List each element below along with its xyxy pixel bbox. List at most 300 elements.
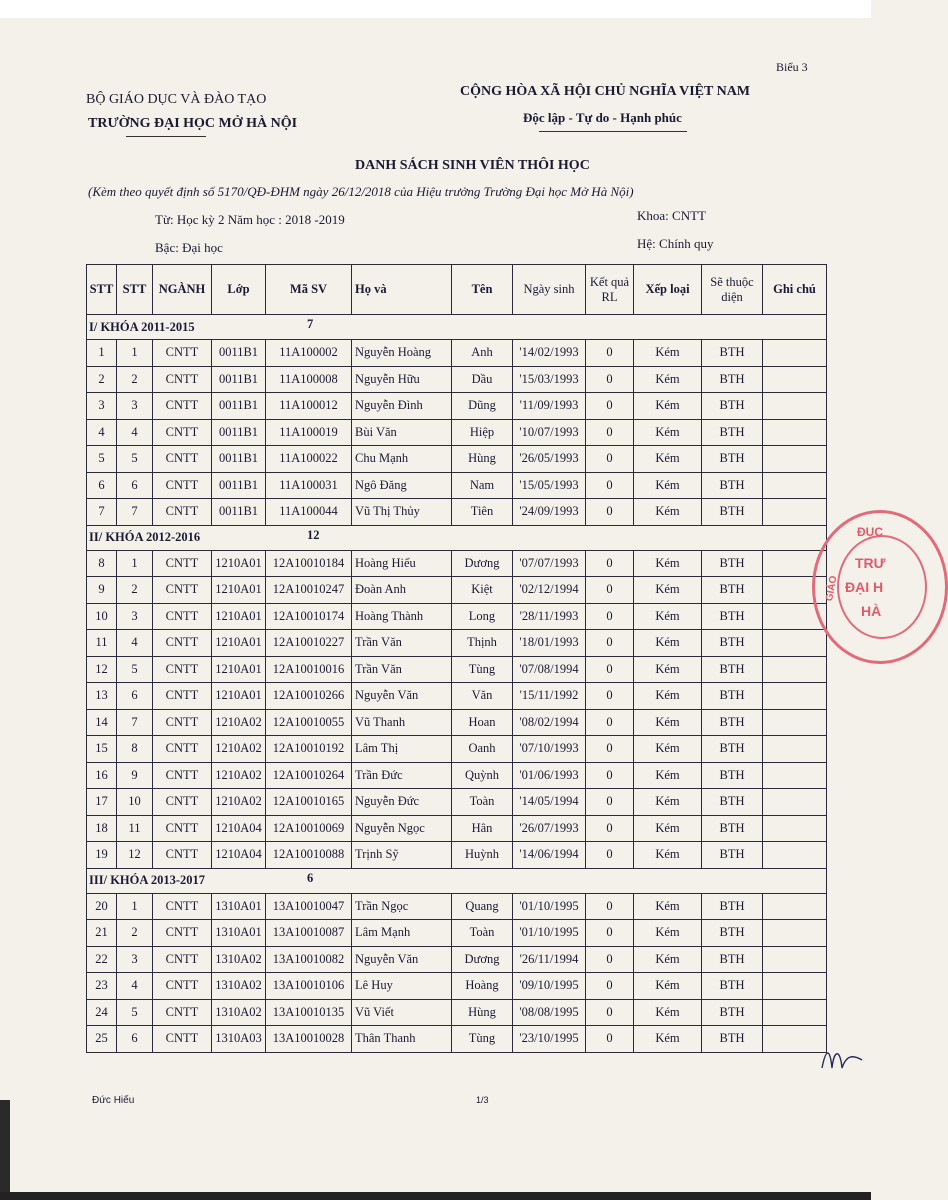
given-name-cell: Hoàng bbox=[452, 973, 513, 1000]
stt-overall-cell: 9 bbox=[87, 577, 117, 604]
conduct-score-cell: 0 bbox=[586, 630, 634, 657]
surname-cell: Nguyễn Văn bbox=[352, 946, 452, 973]
class-code-cell: 0011B1 bbox=[212, 499, 266, 526]
surname-cell: Thân Thanh bbox=[352, 1026, 452, 1053]
major-cell: CNTT bbox=[153, 946, 212, 973]
section-title: I/ KHÓA 2011-2015 bbox=[89, 319, 195, 334]
rank-cell: Kém bbox=[634, 1026, 702, 1053]
stt-overall-cell: 3 bbox=[87, 393, 117, 420]
student-id-cell: 12A10010069 bbox=[266, 815, 352, 842]
surname-cell: Trịnh Sỹ bbox=[352, 842, 452, 869]
section-title: II/ KHÓA 2012-2016 bbox=[89, 530, 201, 544]
surname-cell: Vũ Thanh bbox=[352, 709, 452, 736]
conduct-score-cell: 0 bbox=[586, 736, 634, 763]
stamp-text-bottom: HÀ bbox=[861, 603, 882, 619]
stt-overall-cell: 13 bbox=[87, 683, 117, 710]
official-stamp bbox=[812, 510, 948, 664]
rank-cell: Kém bbox=[634, 946, 702, 973]
birth-date-cell: '07/08/1994 bbox=[513, 656, 586, 683]
stt-overall-cell: 16 bbox=[87, 762, 117, 789]
class-code-cell: 1210A01 bbox=[212, 630, 266, 657]
stt-overall-cell: 20 bbox=[87, 893, 117, 920]
class-code-cell: 1210A01 bbox=[212, 577, 266, 604]
signature-mark bbox=[818, 1038, 868, 1078]
student-id-cell: 12A10010174 bbox=[266, 603, 352, 630]
major-cell: CNTT bbox=[153, 789, 212, 816]
conduct-score-cell: 0 bbox=[586, 999, 634, 1026]
major-cell: CNTT bbox=[153, 472, 212, 499]
major-cell: CNTT bbox=[153, 893, 212, 920]
conduct-score-cell: 0 bbox=[586, 499, 634, 526]
note-cell bbox=[763, 472, 827, 499]
surname-cell: Nguyễn Hoàng bbox=[352, 340, 452, 367]
stt-section-cell: 4 bbox=[117, 973, 153, 1000]
column-header: Lớp bbox=[212, 265, 266, 315]
rank-cell: Kém bbox=[634, 366, 702, 393]
rank-cell: Kém bbox=[634, 842, 702, 869]
student-id-cell: 11A100044 bbox=[266, 499, 352, 526]
note-cell bbox=[763, 842, 827, 869]
note-cell bbox=[763, 419, 827, 446]
stt-section-cell: 11 bbox=[117, 815, 153, 842]
column-header: Kết quả RL bbox=[586, 265, 634, 315]
surname-cell: Trần Đức bbox=[352, 762, 452, 789]
major-cell: CNTT bbox=[153, 419, 212, 446]
given-name-cell: Anh bbox=[452, 340, 513, 367]
major-cell: CNTT bbox=[153, 393, 212, 420]
major-cell: CNTT bbox=[153, 603, 212, 630]
student-id-cell: 12A10010266 bbox=[266, 683, 352, 710]
page-number: 1/3 bbox=[476, 1095, 489, 1105]
divider bbox=[126, 136, 206, 137]
footer-author: Đức Hiếu bbox=[92, 1095, 135, 1106]
conduct-score-cell: 0 bbox=[586, 973, 634, 1000]
surname-cell: Nguyễn Đức bbox=[352, 789, 452, 816]
birth-date-cell: '14/05/1994 bbox=[513, 789, 586, 816]
class-code-cell: 1210A01 bbox=[212, 603, 266, 630]
stt-section-cell: 6 bbox=[117, 472, 153, 499]
stt-overall-cell: 23 bbox=[87, 973, 117, 1000]
category-cell: BTH bbox=[702, 656, 763, 683]
column-header: Xếp loại bbox=[634, 265, 702, 315]
birth-date-cell: '11/09/1993 bbox=[513, 393, 586, 420]
table-row bbox=[87, 577, 827, 604]
rank-cell: Kém bbox=[634, 736, 702, 763]
category-cell: BTH bbox=[702, 603, 763, 630]
rank-cell: Kém bbox=[634, 999, 702, 1026]
faculty-label: Khoa: CNTT bbox=[637, 208, 706, 223]
major-cell: CNTT bbox=[153, 656, 212, 683]
republic-title: CỘNG HÒA XÃ HỘI CHỦ NGHĨA VIỆT NAM bbox=[460, 84, 751, 99]
student-id-cell: 11A100031 bbox=[266, 472, 352, 499]
category-cell: BTH bbox=[702, 472, 763, 499]
table-row bbox=[87, 815, 827, 842]
conduct-score-cell: 0 bbox=[586, 842, 634, 869]
given-name-cell: Dương bbox=[452, 550, 513, 577]
given-name-cell: Văn bbox=[452, 683, 513, 710]
birth-date-cell: '14/02/1993 bbox=[513, 340, 586, 367]
rank-cell: Kém bbox=[634, 499, 702, 526]
stt-overall-cell: 2 bbox=[87, 366, 117, 393]
student-id-cell: 11A100002 bbox=[266, 340, 352, 367]
major-cell: CNTT bbox=[153, 920, 212, 947]
major-cell: CNTT bbox=[153, 762, 212, 789]
rank-cell: Kém bbox=[634, 393, 702, 420]
table-body bbox=[87, 315, 827, 1053]
class-code-cell: 1210A02 bbox=[212, 762, 266, 789]
stt-section-cell: 5 bbox=[117, 999, 153, 1026]
class-code-cell: 1210A01 bbox=[212, 656, 266, 683]
student-id-cell: 13A10010047 bbox=[266, 893, 352, 920]
conduct-score-cell: 0 bbox=[586, 550, 634, 577]
table-row bbox=[87, 683, 827, 710]
note-cell bbox=[763, 999, 827, 1026]
conduct-score-cell: 0 bbox=[586, 393, 634, 420]
surname-cell: Lê Huy bbox=[352, 973, 452, 1000]
category-cell: BTH bbox=[702, 1026, 763, 1053]
birth-date-cell: '15/05/1993 bbox=[513, 472, 586, 499]
rank-cell: Kém bbox=[634, 683, 702, 710]
student-id-cell: 12A10010264 bbox=[266, 762, 352, 789]
class-code-cell: 0011B1 bbox=[212, 472, 266, 499]
category-cell: BTH bbox=[702, 446, 763, 473]
note-cell bbox=[763, 393, 827, 420]
rank-cell: Kém bbox=[634, 973, 702, 1000]
class-code-cell: 0011B1 bbox=[212, 446, 266, 473]
category-cell: BTH bbox=[702, 366, 763, 393]
rank-cell: Kém bbox=[634, 709, 702, 736]
rank-cell: Kém bbox=[634, 630, 702, 657]
section-count: 7 bbox=[307, 317, 314, 331]
conduct-score-cell: 0 bbox=[586, 946, 634, 973]
section-row bbox=[87, 315, 827, 340]
stt-overall-cell: 6 bbox=[87, 472, 117, 499]
university-name: TRƯỜNG ĐẠI HỌC MỞ HÀ NỘI bbox=[88, 116, 298, 131]
stt-section-cell: 5 bbox=[117, 446, 153, 473]
stt-overall-cell: 15 bbox=[87, 736, 117, 763]
surname-cell: Trần Văn bbox=[352, 656, 452, 683]
student-id-cell: 13A10010082 bbox=[266, 946, 352, 973]
column-header: STT bbox=[87, 265, 117, 315]
ministry-name: BỘ GIÁO DỤC VÀ ĐÀO TẠO bbox=[86, 92, 267, 107]
table-row bbox=[87, 736, 827, 763]
major-cell: CNTT bbox=[153, 815, 212, 842]
birth-date-cell: '18/01/1993 bbox=[513, 630, 586, 657]
note-cell bbox=[763, 683, 827, 710]
table-row bbox=[87, 999, 827, 1026]
stt-overall-cell: 12 bbox=[87, 656, 117, 683]
given-name-cell: Quỳnh bbox=[452, 762, 513, 789]
column-header: Tên bbox=[452, 265, 513, 315]
table-row bbox=[87, 973, 827, 1000]
student-id-cell: 12A10010016 bbox=[266, 656, 352, 683]
category-cell: BTH bbox=[702, 577, 763, 604]
stt-overall-cell: 19 bbox=[87, 842, 117, 869]
section-row bbox=[87, 525, 827, 550]
category-cell: BTH bbox=[702, 499, 763, 526]
birth-date-cell: '15/11/1992 bbox=[513, 683, 586, 710]
rank-cell: Kém bbox=[634, 577, 702, 604]
table-row bbox=[87, 446, 827, 473]
column-header: NGÀNH bbox=[153, 265, 212, 315]
conduct-score-cell: 0 bbox=[586, 762, 634, 789]
birth-date-cell: '10/07/1993 bbox=[513, 419, 586, 446]
note-cell bbox=[763, 340, 827, 367]
section-header bbox=[87, 868, 827, 893]
rank-cell: Kém bbox=[634, 789, 702, 816]
conduct-score-cell: 0 bbox=[586, 340, 634, 367]
scan-left-edge bbox=[0, 1100, 10, 1192]
note-cell bbox=[763, 630, 827, 657]
conduct-score-cell: 0 bbox=[586, 893, 634, 920]
table-row bbox=[87, 789, 827, 816]
given-name-cell: Dương bbox=[452, 946, 513, 973]
table-row bbox=[87, 842, 827, 869]
surname-cell: Trần Ngọc bbox=[352, 893, 452, 920]
stamp-text-mid: ĐẠI H bbox=[845, 579, 884, 595]
class-code-cell: 1310A02 bbox=[212, 999, 266, 1026]
note-cell bbox=[763, 366, 827, 393]
student-id-cell: 12A10010184 bbox=[266, 550, 352, 577]
major-cell: CNTT bbox=[153, 499, 212, 526]
birth-date-cell: '24/09/1993 bbox=[513, 499, 586, 526]
stt-overall-cell: 5 bbox=[87, 446, 117, 473]
birth-date-cell: '26/11/1994 bbox=[513, 946, 586, 973]
given-name-cell: Dầu bbox=[452, 366, 513, 393]
document-title: DANH SÁCH SINH VIÊN THÔI HỌC bbox=[355, 158, 590, 173]
stt-overall-cell: 17 bbox=[87, 789, 117, 816]
conduct-score-cell: 0 bbox=[586, 683, 634, 710]
major-cell: CNTT bbox=[153, 446, 212, 473]
class-code-cell: 1210A01 bbox=[212, 683, 266, 710]
birth-date-cell: '09/10/1995 bbox=[513, 973, 586, 1000]
stt-section-cell: 1 bbox=[117, 340, 153, 367]
section-title: III/ KHÓA 2013-2017 bbox=[89, 873, 205, 887]
student-id-cell: 12A10010227 bbox=[266, 630, 352, 657]
system-label: Hệ: Chính quy bbox=[637, 236, 714, 251]
stt-section-cell: 8 bbox=[117, 736, 153, 763]
table-row bbox=[87, 893, 827, 920]
major-cell: CNTT bbox=[153, 1026, 212, 1053]
stt-overall-cell: 11 bbox=[87, 630, 117, 657]
section-header bbox=[87, 525, 827, 550]
major-cell: CNTT bbox=[153, 709, 212, 736]
student-id-cell: 12A10010088 bbox=[266, 842, 352, 869]
birth-date-cell: '02/12/1994 bbox=[513, 577, 586, 604]
birth-date-cell: '01/06/1993 bbox=[513, 762, 586, 789]
conduct-score-cell: 0 bbox=[586, 709, 634, 736]
stt-overall-cell: 22 bbox=[87, 946, 117, 973]
category-cell: BTH bbox=[702, 683, 763, 710]
stamp-text-left: GIÁO bbox=[824, 574, 840, 603]
table-row bbox=[87, 762, 827, 789]
category-cell: BTH bbox=[702, 815, 763, 842]
conduct-score-cell: 0 bbox=[586, 577, 634, 604]
class-code-cell: 1210A04 bbox=[212, 815, 266, 842]
class-code-cell: 0011B1 bbox=[212, 340, 266, 367]
stt-section-cell: 2 bbox=[117, 577, 153, 604]
note-cell bbox=[763, 1026, 827, 1053]
class-code-cell: 1210A01 bbox=[212, 550, 266, 577]
surname-cell: Chu Mạnh bbox=[352, 446, 452, 473]
surname-cell: Trần Văn bbox=[352, 630, 452, 657]
table-row bbox=[87, 472, 827, 499]
scan-bottom-edge bbox=[0, 1192, 871, 1200]
table-row bbox=[87, 393, 827, 420]
birth-date-cell: '01/10/1995 bbox=[513, 893, 586, 920]
class-code-cell: 1310A02 bbox=[212, 946, 266, 973]
category-cell: BTH bbox=[702, 393, 763, 420]
stt-overall-cell: 10 bbox=[87, 603, 117, 630]
form-number: Biểu 3 bbox=[776, 60, 808, 74]
table-row bbox=[87, 1026, 827, 1053]
stamp-text-top: ĐỤC bbox=[857, 525, 883, 539]
note-cell bbox=[763, 815, 827, 842]
major-cell: CNTT bbox=[153, 630, 212, 657]
birth-date-cell: '14/06/1994 bbox=[513, 842, 586, 869]
surname-cell: Bùi Văn bbox=[352, 419, 452, 446]
birth-date-cell: '08/02/1994 bbox=[513, 709, 586, 736]
note-cell bbox=[763, 499, 827, 526]
given-name-cell: Kiệt bbox=[452, 577, 513, 604]
given-name-cell: Hùng bbox=[452, 999, 513, 1026]
student-id-cell: 12A10010192 bbox=[266, 736, 352, 763]
class-code-cell: 1310A02 bbox=[212, 973, 266, 1000]
class-code-cell: 1210A02 bbox=[212, 709, 266, 736]
given-name-cell: Quang bbox=[452, 893, 513, 920]
note-cell bbox=[763, 789, 827, 816]
table-row bbox=[87, 366, 827, 393]
note-cell bbox=[763, 973, 827, 1000]
category-cell: BTH bbox=[702, 340, 763, 367]
class-code-cell: 0011B1 bbox=[212, 366, 266, 393]
given-name-cell: Tùng bbox=[452, 656, 513, 683]
scan-top-edge bbox=[0, 0, 871, 18]
stt-overall-cell: 21 bbox=[87, 920, 117, 947]
surname-cell: Hoàng Hiếu bbox=[352, 550, 452, 577]
class-code-cell: 0011B1 bbox=[212, 419, 266, 446]
column-header: Họ và bbox=[352, 265, 452, 315]
table-row bbox=[87, 550, 827, 577]
stt-section-cell: 6 bbox=[117, 683, 153, 710]
birth-date-cell: '26/05/1993 bbox=[513, 446, 586, 473]
class-code-cell: 1210A04 bbox=[212, 842, 266, 869]
major-cell: CNTT bbox=[153, 550, 212, 577]
note-cell bbox=[763, 446, 827, 473]
class-code-cell: 1310A01 bbox=[212, 920, 266, 947]
conduct-score-cell: 0 bbox=[586, 815, 634, 842]
class-code-cell: 1210A02 bbox=[212, 789, 266, 816]
note-cell bbox=[763, 893, 827, 920]
category-cell: BTH bbox=[702, 762, 763, 789]
class-code-cell: 1310A03 bbox=[212, 1026, 266, 1053]
table-row bbox=[87, 630, 827, 657]
national-motto: Độc lập - Tự do - Hạnh phúc bbox=[523, 110, 682, 125]
surname-cell: Hoàng Thành bbox=[352, 603, 452, 630]
rank-cell: Kém bbox=[634, 340, 702, 367]
surname-cell: Nguyễn Hữu bbox=[352, 366, 452, 393]
category-cell: BTH bbox=[702, 973, 763, 1000]
major-cell: CNTT bbox=[153, 577, 212, 604]
conduct-score-cell: 0 bbox=[586, 419, 634, 446]
birth-date-cell: '23/10/1995 bbox=[513, 1026, 586, 1053]
birth-date-cell: '08/08/1995 bbox=[513, 999, 586, 1026]
column-header: STT bbox=[117, 265, 153, 315]
class-code-cell: 0011B1 bbox=[212, 393, 266, 420]
surname-cell: Nguyễn Văn bbox=[352, 683, 452, 710]
major-cell: CNTT bbox=[153, 366, 212, 393]
given-name-cell: Tùng bbox=[452, 1026, 513, 1053]
birth-date-cell: '07/07/1993 bbox=[513, 550, 586, 577]
conduct-score-cell: 0 bbox=[586, 603, 634, 630]
column-header: Ghi chú bbox=[763, 265, 827, 315]
given-name-cell: Dũng bbox=[452, 393, 513, 420]
rank-cell: Kém bbox=[634, 446, 702, 473]
class-code-cell: 1210A02 bbox=[212, 736, 266, 763]
rank-cell: Kém bbox=[634, 550, 702, 577]
category-cell: BTH bbox=[702, 630, 763, 657]
student-id-cell: 13A10010028 bbox=[266, 1026, 352, 1053]
given-name-cell: Hùng bbox=[452, 446, 513, 473]
conduct-score-cell: 0 bbox=[586, 472, 634, 499]
stt-overall-cell: 14 bbox=[87, 709, 117, 736]
conduct-score-cell: 0 bbox=[586, 656, 634, 683]
surname-cell: Đoàn Anh bbox=[352, 577, 452, 604]
category-cell: BTH bbox=[702, 842, 763, 869]
category-cell: BTH bbox=[702, 419, 763, 446]
student-list-table bbox=[86, 264, 827, 1053]
student-id-cell: 11A100008 bbox=[266, 366, 352, 393]
stt-section-cell: 3 bbox=[117, 603, 153, 630]
stamp-text-center: TRƯ bbox=[855, 555, 886, 571]
rank-cell: Kém bbox=[634, 815, 702, 842]
stt-section-cell: 7 bbox=[117, 709, 153, 736]
category-cell: BTH bbox=[702, 709, 763, 736]
conduct-score-cell: 0 bbox=[586, 1026, 634, 1053]
level-label: Bậc: Đại học bbox=[155, 240, 223, 255]
table-row bbox=[87, 946, 827, 973]
given-name-cell: Hoan bbox=[452, 709, 513, 736]
category-cell: BTH bbox=[702, 999, 763, 1026]
table-row bbox=[87, 709, 827, 736]
birth-date-cell: '01/10/1995 bbox=[513, 920, 586, 947]
table-row bbox=[87, 920, 827, 947]
stt-section-cell: 6 bbox=[117, 1026, 153, 1053]
stt-section-cell: 3 bbox=[117, 393, 153, 420]
stt-section-cell: 12 bbox=[117, 842, 153, 869]
term-info: Từ: Học kỳ 2 Năm học : 2018 -2019 bbox=[155, 212, 345, 227]
table-row bbox=[87, 603, 827, 630]
surname-cell: Nguyễn Đình bbox=[352, 393, 452, 420]
surname-cell: Lâm Thị bbox=[352, 736, 452, 763]
stt-section-cell: 2 bbox=[117, 366, 153, 393]
student-id-cell: 12A10010055 bbox=[266, 709, 352, 736]
surname-cell: Vũ Viết bbox=[352, 999, 452, 1026]
category-cell: BTH bbox=[702, 789, 763, 816]
table-row bbox=[87, 340, 827, 367]
section-count: 6 bbox=[307, 870, 314, 885]
student-id-cell: 12A10010165 bbox=[266, 789, 352, 816]
rank-cell: Kém bbox=[634, 472, 702, 499]
category-cell: BTH bbox=[702, 550, 763, 577]
student-id-cell: 11A100019 bbox=[266, 419, 352, 446]
stt-section-cell: 4 bbox=[117, 419, 153, 446]
stt-section-cell: 3 bbox=[117, 946, 153, 973]
major-cell: CNTT bbox=[153, 340, 212, 367]
birth-date-cell: '07/10/1993 bbox=[513, 736, 586, 763]
note-cell bbox=[763, 762, 827, 789]
category-cell: BTH bbox=[702, 920, 763, 947]
